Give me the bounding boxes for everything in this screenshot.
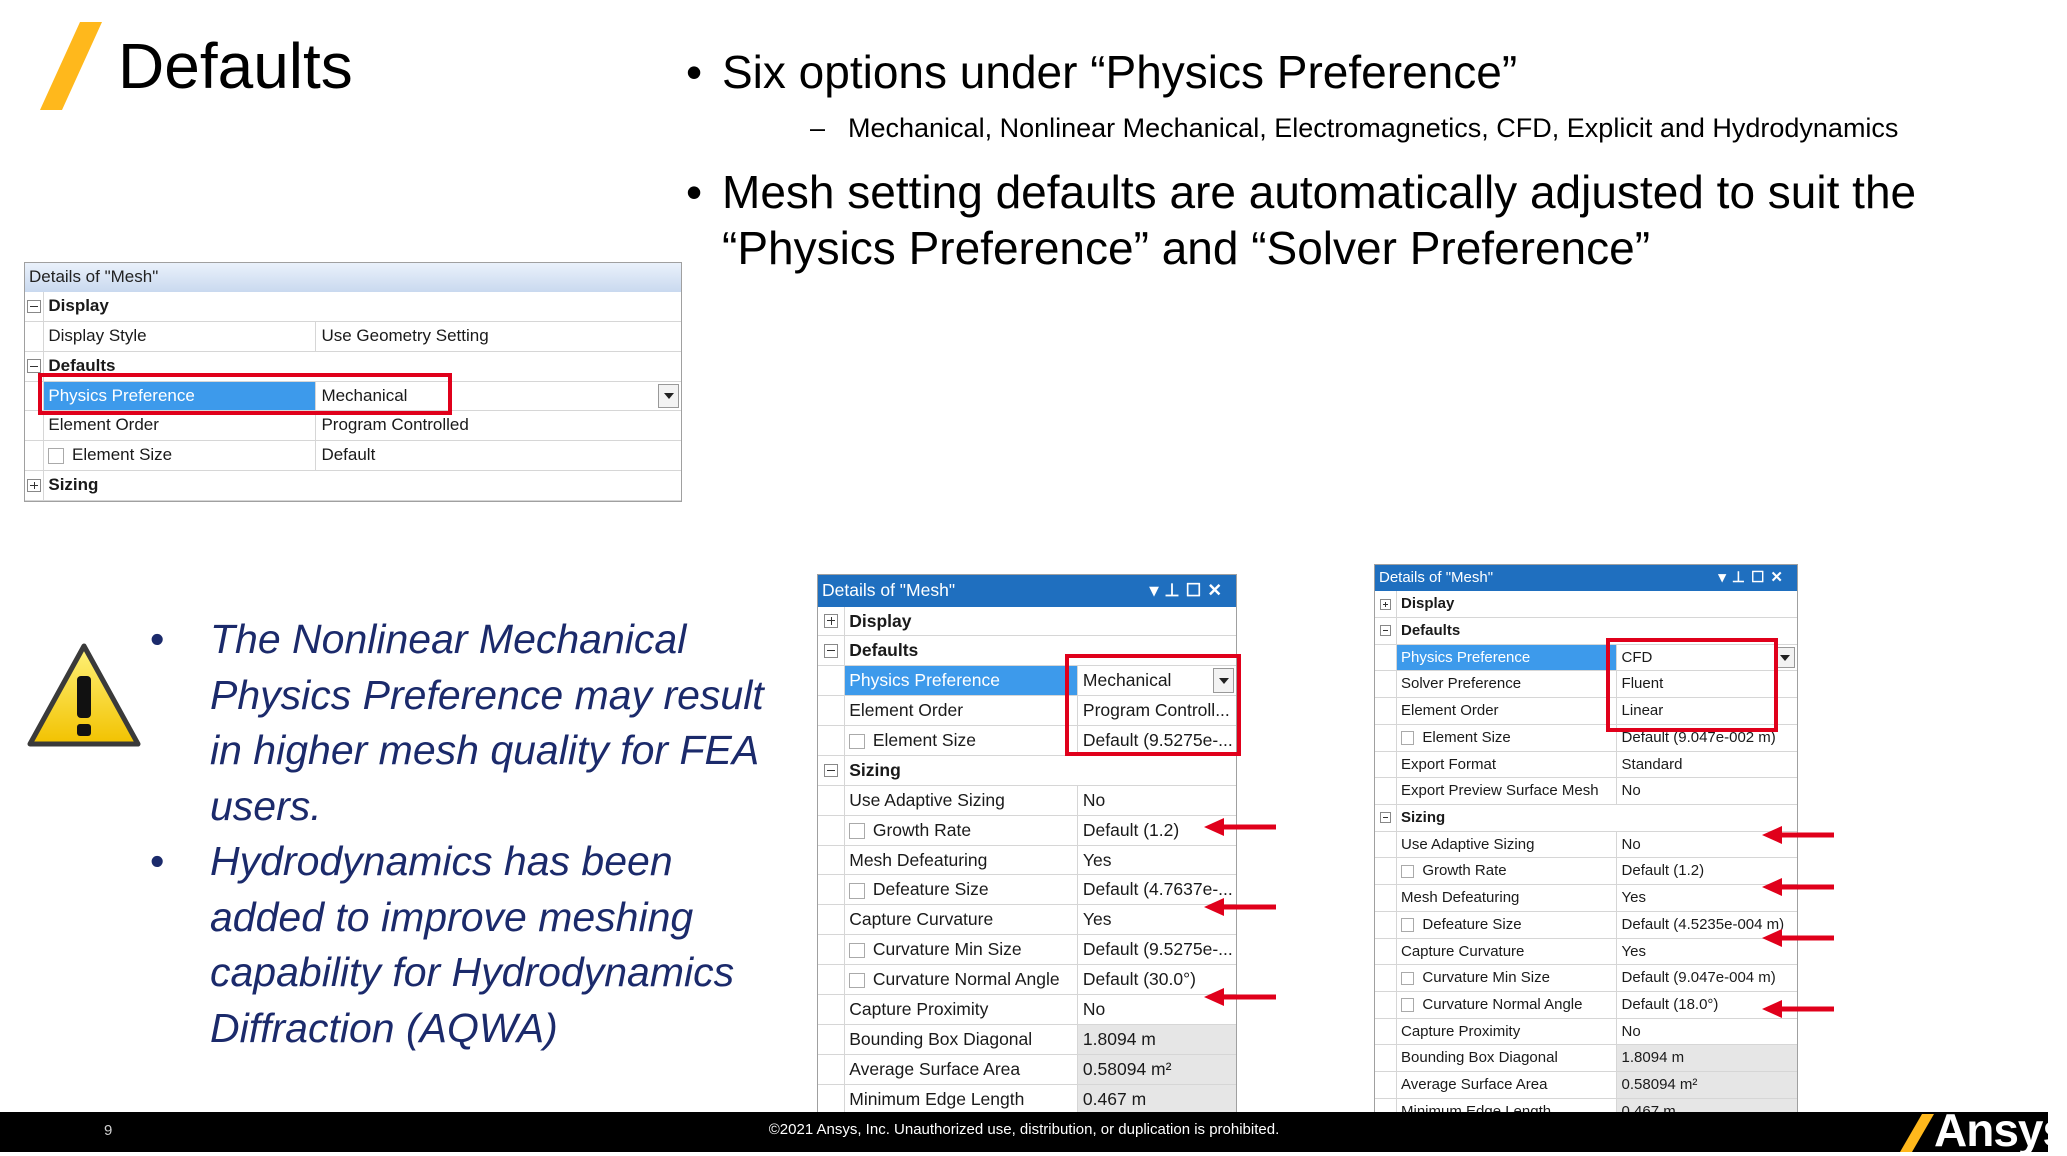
property-row-minimum-edge-length[interactable]: [818, 1085, 1236, 1115]
property-value[interactable]: [1617, 752, 1797, 778]
property-value-text: Mechanical: [1082, 670, 1172, 691]
property-name-text: Growth Rate: [872, 819, 972, 840]
property-name: [1396, 645, 1617, 671]
property-name: [844, 846, 1078, 875]
row-gutter: [25, 322, 43, 351]
property-name-text: Bounding Box Diagonal: [849, 1028, 1033, 1049]
collapse-icon[interactable]: [1380, 599, 1391, 610]
property-name-text: Element Size: [872, 730, 976, 750]
group-display[interactable]: [818, 607, 1236, 637]
note-hydrodynamics: [146, 834, 786, 1056]
property-value-text: Default (1.2): [1621, 862, 1705, 880]
property-name: [1396, 912, 1617, 938]
property-value-text: No: [1082, 789, 1106, 810]
property-name-text: Curvature Normal Angle: [872, 969, 1060, 989]
group-display[interactable]: [1375, 591, 1797, 618]
group-label: Display: [844, 607, 1236, 636]
property-name-text: Mesh Defeaturing: [1401, 889, 1520, 907]
property-row-growth-rate[interactable]: [1375, 858, 1797, 885]
property-value-text: Yes: [1621, 889, 1647, 907]
row-gutter: [818, 1085, 844, 1114]
arrow-growth-rate: [1202, 816, 1278, 838]
row-gutter: [818, 1055, 844, 1084]
property-name: [844, 666, 1078, 695]
property-row-export-preview-surface-mesh[interactable]: [1375, 778, 1797, 805]
copyright-notice: ©2021 Ansys, Inc. Unauthorized use, distribution, or duplication is prohibited.: [768, 1121, 1280, 1138]
collapse-icon[interactable]: [824, 644, 837, 657]
property-name-text: Defeature Size: [1422, 915, 1522, 933]
notes-list: [146, 612, 786, 1056]
property-name: [844, 965, 1078, 994]
property-row-curvature-min-size[interactable]: [818, 935, 1236, 965]
property-name: [1396, 752, 1617, 778]
property-name: [1396, 992, 1617, 1018]
property-name: [844, 875, 1078, 904]
property-name: [1396, 965, 1617, 991]
row-gutter: [818, 786, 844, 815]
panel-header-buttons: [1718, 565, 1789, 591]
group-sizing[interactable]: [25, 471, 681, 501]
group-sizing[interactable]: [1375, 805, 1797, 832]
property-value[interactable]: [1078, 1085, 1236, 1114]
row-gutter: [1375, 671, 1396, 697]
property-row-capture-curvature[interactable]: [1375, 939, 1797, 966]
property-value[interactable]: [1078, 846, 1236, 875]
property-value[interactable]: [1078, 1055, 1236, 1084]
row-gutter: [818, 756, 844, 785]
group-label: Sizing: [844, 756, 1236, 785]
row-gutter: [818, 935, 844, 964]
property-name-text: Export Preview Surface Mesh: [1401, 782, 1599, 800]
property-name-text: Element Order: [849, 700, 964, 721]
property-value[interactable]: [316, 322, 681, 351]
row-gutter: [1375, 725, 1396, 751]
row-gutter: [25, 471, 43, 500]
dropdown-icon[interactable]: ▾: [1718, 569, 1732, 586]
property-name: [844, 816, 1078, 845]
property-checkbox[interactable]: [849, 943, 865, 959]
property-value-text: Default (9.047e-002 m): [1621, 728, 1776, 746]
bullet-line-1: Mesh setting defaults are automatically adjusted to suit the: [722, 166, 1917, 218]
highlight-physics-preference-small: [38, 373, 452, 415]
property-value-text: CFD: [1621, 648, 1653, 666]
property-name-text: Bounding Box Diagonal: [1401, 1049, 1558, 1067]
property-checkbox[interactable]: [48, 448, 64, 464]
property-row-average-surface-area[interactable]: [1375, 1072, 1797, 1099]
property-checkbox[interactable]: [1401, 918, 1414, 931]
property-name: [844, 1085, 1078, 1114]
panel-header: [818, 575, 1236, 607]
property-value-text: Standard: [1621, 755, 1683, 773]
property-name-text: Defeature Size: [872, 879, 989, 900]
collapse-icon[interactable]: [27, 359, 40, 372]
property-name-text: Mesh Defeaturing: [849, 849, 988, 870]
property-row-export-format[interactable]: [1375, 752, 1797, 779]
property-name-text: Minimum Edge Length: [849, 1088, 1025, 1109]
panel-header: [25, 263, 681, 292]
property-name: [844, 935, 1078, 964]
property-name: [43, 441, 316, 470]
property-name: [844, 726, 1078, 755]
row-gutter: [1375, 752, 1396, 778]
panel-header-buttons: [1150, 575, 1228, 607]
property-value[interactable]: [316, 411, 681, 440]
property-value-text: Default (18.0°): [1621, 996, 1719, 1014]
property-checkbox[interactable]: [849, 973, 865, 989]
property-value-text: Yes: [1082, 909, 1112, 930]
collapse-icon[interactable]: [1380, 812, 1391, 823]
property-name: [1396, 1072, 1617, 1098]
property-checkbox[interactable]: [849, 823, 865, 839]
property-row-display-style[interactable]: [25, 322, 681, 352]
property-checkbox[interactable]: [1401, 972, 1414, 985]
property-name: [844, 1055, 1078, 1084]
property-name: [1396, 1019, 1617, 1045]
property-value-text: 1.8094 m: [1621, 1049, 1685, 1067]
property-name-text: Growth Rate: [1422, 862, 1507, 880]
row-gutter: [1375, 858, 1396, 884]
property-name: [844, 905, 1078, 934]
property-row-mesh-defeaturing[interactable]: [1375, 885, 1797, 912]
arrow-use-adaptive-sizing: [1760, 824, 1836, 846]
property-value[interactable]: [316, 441, 681, 470]
property-value[interactable]: [1078, 786, 1236, 815]
property-row-growth-rate[interactable]: [818, 816, 1236, 846]
row-gutter: [1375, 1045, 1396, 1071]
property-value-text: Yes: [1082, 849, 1112, 870]
group-label: Sizing: [43, 471, 681, 500]
property-name-text: Use Adaptive Sizing: [1401, 835, 1535, 853]
property-row-use-adaptive-sizing[interactable]: [1375, 832, 1797, 859]
row-gutter: [1375, 992, 1396, 1018]
property-checkbox[interactable]: [849, 734, 865, 750]
row-gutter: [1375, 1072, 1396, 1098]
property-value-text: Default (1.2): [1082, 819, 1180, 840]
row-gutter: [818, 726, 844, 755]
sub-bullet-text: Mechanical, Nonlinear Mechanical, Electromagnetics, CFD, Explicit and Hydrodynamics: [848, 113, 1899, 143]
property-name: [1396, 1045, 1617, 1071]
property-name-text: Use Adaptive Sizing: [849, 789, 1005, 810]
bullet-text: Six options under “Physics Preference”: [722, 46, 1518, 98]
property-name-text: Display Style: [48, 325, 147, 345]
property-name-text: Physics Preference: [1401, 648, 1531, 666]
row-gutter: [818, 816, 844, 845]
property-row-capture-curvature[interactable]: [818, 905, 1236, 935]
property-value-text: Default: [321, 445, 376, 465]
property-name-text: Capture Curvature: [1401, 942, 1525, 960]
row-gutter: [818, 636, 844, 665]
row-gutter: [818, 905, 844, 934]
row-gutter: [1375, 965, 1396, 991]
group-label: Sizing: [1396, 805, 1797, 831]
property-value-text: Program Controll...: [1082, 700, 1230, 721]
collapse-icon[interactable]: [27, 479, 40, 492]
row-gutter: [818, 995, 844, 1024]
property-name: [1396, 698, 1617, 724]
arrow-capture-proximity: [1202, 986, 1278, 1008]
property-row-curvature-normal-angle[interactable]: [1375, 992, 1797, 1019]
row-gutter: [818, 965, 844, 994]
property-name-text: Physics Preference: [849, 670, 1001, 691]
row-gutter: [818, 666, 844, 695]
property-value-text: No: [1621, 835, 1641, 853]
bullet-glyph: •: [150, 838, 165, 884]
property-name-text: Export Format: [1401, 755, 1497, 773]
sub-bullet-options-list: [810, 110, 1898, 146]
property-value-text: Default (9.047e-004 m): [1621, 969, 1776, 987]
collapse-icon[interactable]: [824, 614, 837, 627]
property-row-mesh-defeaturing[interactable]: [818, 846, 1236, 876]
property-name-text: Curvature Normal Angle: [1422, 996, 1583, 1014]
property-value[interactable]: [1617, 1045, 1797, 1071]
group-label: Display: [43, 292, 681, 321]
bullet-physics-options: [686, 42, 1517, 102]
property-name: [1396, 885, 1617, 911]
property-name: [844, 786, 1078, 815]
dropdown-arrow-icon[interactable]: [658, 384, 679, 409]
property-name-text: Physics Preference: [48, 385, 195, 405]
bullet-glyph: •: [150, 616, 165, 662]
row-gutter: [1375, 591, 1396, 617]
slide-title: Defaults: [118, 30, 353, 102]
property-value-text: Use Geometry Setting: [321, 325, 489, 345]
property-name-text: Curvature Min Size: [1422, 969, 1550, 987]
panel-header: [1375, 565, 1797, 591]
property-value-text: Default (9.5275e-...: [1082, 730, 1233, 750]
property-value-text: Mechanical: [321, 385, 408, 405]
property-name-text: Capture Proximity: [1401, 1022, 1521, 1040]
property-value-text: 0.58094 m²: [1621, 1076, 1698, 1094]
note-text: Hydrodynamics has been added to improve meshing capability for Hydrodynamics Diffraction (AQWA): [210, 838, 735, 1051]
collapse-icon[interactable]: [27, 300, 40, 313]
property-value-text: No: [1621, 782, 1641, 800]
panel-header-title: Details of "Mesh": [1379, 569, 1494, 586]
property-name-text: Element Order: [48, 415, 159, 435]
collapse-icon[interactable]: [1380, 625, 1391, 636]
note-text: The Nonlinear Mechanical Physics Preference may result in higher mesh quality for FEA users.: [210, 616, 764, 829]
row-gutter: [25, 441, 43, 470]
bullet-mesh-defaults: [686, 164, 2006, 276]
page-number: 9: [104, 1122, 113, 1139]
property-value-text: Fluent: [1621, 675, 1664, 693]
row-gutter: [818, 875, 844, 904]
property-checkbox[interactable]: [1401, 865, 1414, 878]
property-value[interactable]: [1078, 1025, 1236, 1054]
property-name-text: Average Surface Area: [1401, 1076, 1548, 1094]
property-row-curvature-normal-angle[interactable]: [818, 965, 1236, 995]
property-row-bounding-box-diagonal[interactable]: [818, 1025, 1236, 1055]
ansys-logo-slash: [1898, 1110, 1938, 1154]
property-row-element-order[interactable]: [25, 411, 681, 441]
arrow-capture-curvature-cfd: [1760, 927, 1836, 949]
property-name: [1396, 778, 1617, 804]
arrow-capture-curvature: [1202, 896, 1278, 918]
group-sizing[interactable]: [818, 756, 1236, 786]
row-gutter: [1375, 832, 1396, 858]
row-gutter: [25, 292, 43, 321]
property-value-text: No: [1082, 998, 1106, 1019]
row-gutter: [818, 696, 844, 725]
note-nonlinear-mechanical: [146, 612, 786, 834]
property-name-text: Average Surface Area: [849, 1058, 1021, 1079]
bullet-line-2: “Physics Preference” and “Solver Preference”: [722, 222, 1651, 274]
property-name: [43, 411, 316, 440]
property-row-defeature-size[interactable]: [1375, 912, 1797, 939]
property-name-text: Element Size: [1422, 728, 1511, 746]
property-row-curvature-min-size[interactable]: [1375, 965, 1797, 992]
property-name: [1396, 858, 1617, 884]
row-gutter: [1375, 618, 1396, 644]
row-gutter: [1375, 698, 1396, 724]
property-name-text: Element Order: [1401, 702, 1499, 720]
group-display[interactable]: [25, 292, 681, 322]
property-value-text: Default (4.5235e-004 m): [1621, 915, 1785, 933]
property-name: [1396, 832, 1617, 858]
property-value[interactable]: [1617, 965, 1797, 991]
panel-header-title: Details of "Mesh": [29, 267, 159, 286]
row-gutter: [1375, 912, 1396, 938]
warning-triangle-icon: [24, 640, 144, 752]
group-label: Defaults: [1396, 618, 1797, 644]
property-value-text: Default (4.7637e-...: [1082, 879, 1233, 900]
property-value-text: Linear: [1621, 702, 1664, 720]
pin-icon[interactable]: ⊥: [1164, 580, 1186, 600]
property-name-text: Curvature Min Size: [872, 939, 1022, 960]
property-name-text: Capture Proximity: [849, 998, 989, 1019]
row-gutter: [1375, 645, 1396, 671]
group-label: Display: [1396, 591, 1797, 617]
property-row-capture-proximity[interactable]: [1375, 1019, 1797, 1046]
property-value[interactable]: [1617, 778, 1797, 804]
maximize-icon[interactable]: ☐: [1750, 569, 1771, 586]
property-row-defeature-size[interactable]: [818, 875, 1236, 905]
property-value[interactable]: [1078, 935, 1236, 964]
collapse-icon[interactable]: [824, 764, 837, 777]
bullet-glyph: •: [686, 166, 703, 218]
property-name: [844, 696, 1078, 725]
arrow-capture-proximity-cfd: [1760, 998, 1836, 1020]
property-name: [1396, 725, 1617, 751]
bullet-glyph: •: [686, 46, 703, 98]
property-row-bounding-box-diagonal[interactable]: [1375, 1045, 1797, 1072]
group-label: Defaults: [844, 636, 1236, 665]
property-value-text: 0.58094 m²: [1082, 1058, 1172, 1079]
close-icon[interactable]: ✕: [1770, 569, 1789, 586]
property-value-text: 1.8094 m: [1082, 1028, 1156, 1049]
row-gutter: [1375, 939, 1396, 965]
row-gutter: [1375, 805, 1396, 831]
property-row-average-surface-area[interactable]: [818, 1055, 1236, 1085]
property-checkbox[interactable]: [1401, 998, 1414, 1011]
property-name-text: Capture Curvature: [849, 909, 994, 930]
row-gutter: [818, 846, 844, 875]
property-name: [1396, 671, 1617, 697]
group-label: Defaults: [43, 352, 681, 381]
panel-header-title: Details of "Mesh": [822, 580, 956, 600]
row-gutter: [1375, 1019, 1396, 1045]
property-checkbox[interactable]: [849, 883, 865, 899]
property-name: [43, 322, 316, 351]
property-value-text: Default (9.5275e-...: [1082, 939, 1233, 960]
property-value-text: 0.467 m: [1082, 1088, 1147, 1109]
property-row-element-size[interactable]: [25, 441, 681, 471]
property-value[interactable]: [1617, 1019, 1797, 1045]
property-name-text: Solver Preference: [1401, 675, 1522, 693]
property-checkbox[interactable]: [1401, 731, 1414, 744]
property-value-text: Program Controlled: [321, 415, 469, 435]
highlight-defaults-mechanical: [1065, 654, 1241, 756]
property-name: [844, 1025, 1078, 1054]
ansys-logo: Ansys: [1934, 1104, 2067, 1156]
row-gutter: [818, 607, 844, 636]
pin-icon[interactable]: ⊥: [1731, 569, 1751, 586]
dash-glyph: –: [810, 113, 826, 143]
row-gutter: [1375, 885, 1396, 911]
property-row-use-adaptive-sizing[interactable]: [818, 786, 1236, 816]
property-value[interactable]: [1617, 1072, 1797, 1098]
property-name: [1396, 939, 1617, 965]
property-value-text: No: [1621, 1022, 1641, 1040]
close-icon[interactable]: ✕: [1207, 580, 1228, 600]
row-gutter: [1375, 778, 1396, 804]
property-name-text: Element Size: [71, 445, 173, 465]
highlight-defaults-cfd: [1606, 638, 1778, 732]
row-gutter: [25, 411, 43, 440]
property-value-text: Yes: [1621, 942, 1647, 960]
property-value-text: Default (30.0°): [1082, 969, 1196, 989]
dropdown-icon[interactable]: ▾: [1149, 580, 1165, 600]
property-row-capture-proximity[interactable]: [818, 995, 1236, 1025]
property-name: [844, 995, 1078, 1024]
row-gutter: [818, 1025, 844, 1054]
arrow-mesh-defeaturing: [1760, 876, 1836, 898]
maximize-icon[interactable]: ☐: [1185, 580, 1208, 600]
